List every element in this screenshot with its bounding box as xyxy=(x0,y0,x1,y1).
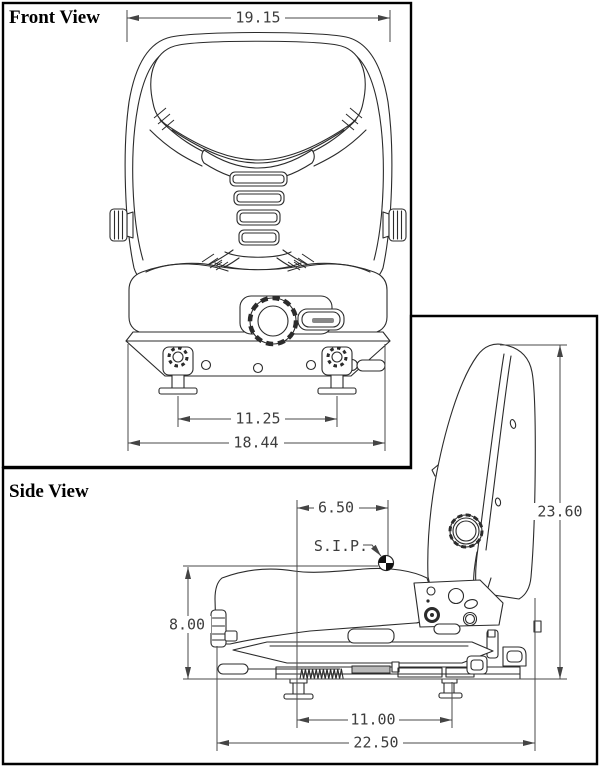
sip-symbol xyxy=(379,556,394,571)
recline-knob xyxy=(450,515,482,547)
armrest-knob-right xyxy=(383,209,406,241)
adjustment-star-knob xyxy=(250,298,296,344)
slider-latch xyxy=(298,309,344,330)
armrest-knob-left xyxy=(110,209,133,241)
dim-front-top-width: 19.15 xyxy=(235,8,281,27)
dim-side-foot-spacing: 11.00 xyxy=(350,710,396,729)
dim-front-base-width: 18.44 xyxy=(233,433,279,452)
backrest-front xyxy=(125,33,392,288)
dim-side-overall-height: 23.60 xyxy=(537,502,583,521)
sip-label: S.I.P. xyxy=(313,537,369,555)
dim-side-overall-depth: 22.50 xyxy=(353,733,399,752)
side-view-title: Side View xyxy=(9,481,89,502)
dim-side-sip-setback: 6.50 xyxy=(317,498,355,517)
dim-side-cushion-height: 8.00 xyxy=(168,615,206,634)
front-view-drawing xyxy=(110,33,406,395)
dim-front-foot-spacing: 11.25 xyxy=(235,409,281,428)
front-view-title: Front View xyxy=(9,7,100,28)
